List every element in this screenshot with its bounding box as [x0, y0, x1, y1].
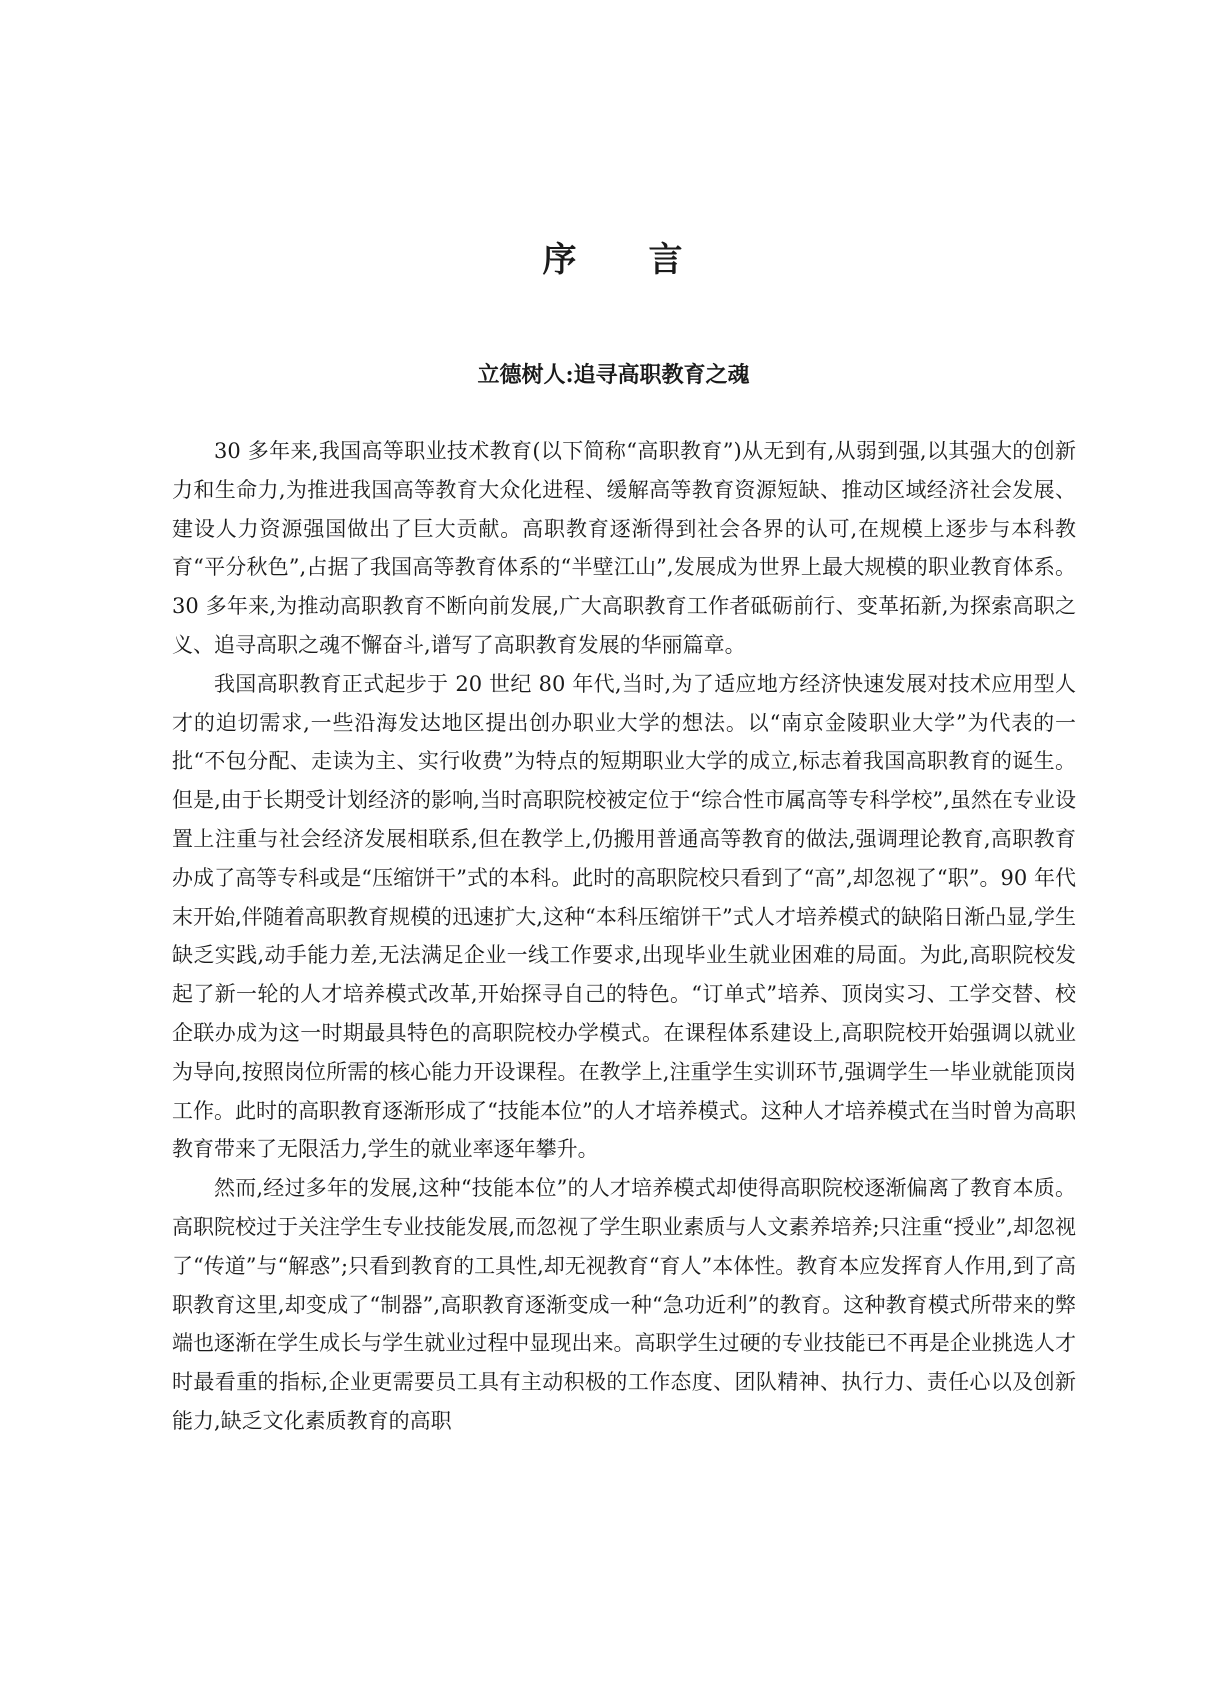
body-text	[172, 432, 1076, 1441]
paragraph-1: 30 多年来,我国高等职业技术教育(以下简称“高职教育”)从无到有,从弱到强,以其强大的创新力和生命力,为推进我国高等教育大众化进程、缓解高等教育资源短缺、推动区域经济社会发展、建设人力资源强国做出了巨大贡献。高职教育逐渐得到社会各界的认可,在规模上逐步与本科教育“平分秋色”,占据了我国高等教育体系的“半壁江山”,发展成为世界上最大规模的职业教育体系。30 多年来,为推动高职教育不断向前发展,广大高职教育工作者砥砺前行、变革拓新,为探索高职之义、追寻高职之魂不懈奋斗,谱写了高职教育发展的华丽篇章。	[172, 439, 1076, 657]
page-title	[0, 232, 1227, 281]
page-title-part2: 言	[648, 240, 685, 280]
paragraph-2: 我国高职教育正式起步于 20 世纪 80 年代,当时,为了适应地方经济快速发展对技术应用型人才的迫切需求,一些沿海发达地区提出创办职业大学的想法。以“南京金陵职业大学”为代表的一批“不包分配、走读为主、实行收费”为特点的短期职业大学的成立,标志着我国高职教育的诞生。但是,由于长期受计划经济的影响,当时高职院校被定位于“综合性市属高等专科学校”,虽然在专业设置上注重与社会经济发展相联系,但在教学上,仍搬用普通高等教育的做法,强调理论教育,高职教育办成了高等专科或是“压缩饼干”式的本科。此时的高职院校只看到了“高”,却忽视了“职”。90 年代末开始,伴随着高职教育规模的迅速扩大,这种“本科压缩饼干”式人才培养模式的缺陷日渐凸显,学生缺乏实践,动手能力差,无法满足企业一线工作要求,出现毕业生就业困难的局面。为此,高职院校发起了新一轮的人才培养模式改革,开始探寻自己的特色。“订单式”培养、顶岗实习、工学交替、校企联办成为这一时期最具特色的高职院校办学模式。在课程体系建设上,高职院校开始强调以就业为导向,按照岗位所需的核心能力开设课程。在教学上,注重学生实训环节,强调学生一毕业就能顶岗工作。此时的高职教育逐渐形成了“技能本位”的人才培养模式。这种人才培养模式在当时曾为高职教育带来了无限活力,学生的就业率逐年攀升。	[172, 671, 1076, 1162]
section-subtitle: 立德树人:追寻高职教育之魂	[477, 362, 750, 388]
page-title-part1: 序	[542, 240, 579, 280]
paragraph-3: 然而,经过多年的发展,这种“技能本位”的人才培养模式却使得高职院校逐渐偏离了教育本质。高职院校过于关注学生专业技能发展,而忽视了学生职业素质与人文素养培养;只注重“授业”,却忽视了“传道”与“解惑”;只看到教育的工具性,却无视教育“育人”本体性。教育本应发挥育人作用,到了高职教育这里,却变成了“制器”,高职教育逐渐变成一种“急功近利”的教育。这种教育模式所带来的弊端也逐渐在学生成长与学生就业过程中显现出来。高职学生过硬的专业技能已不再是企业挑选人才时最看重的指标,企业更需要员工具有主动积极的工作态度、团队精神、执行力、责任心以及创新能力,缺乏文化素质教育的高职	[172, 1176, 1076, 1433]
